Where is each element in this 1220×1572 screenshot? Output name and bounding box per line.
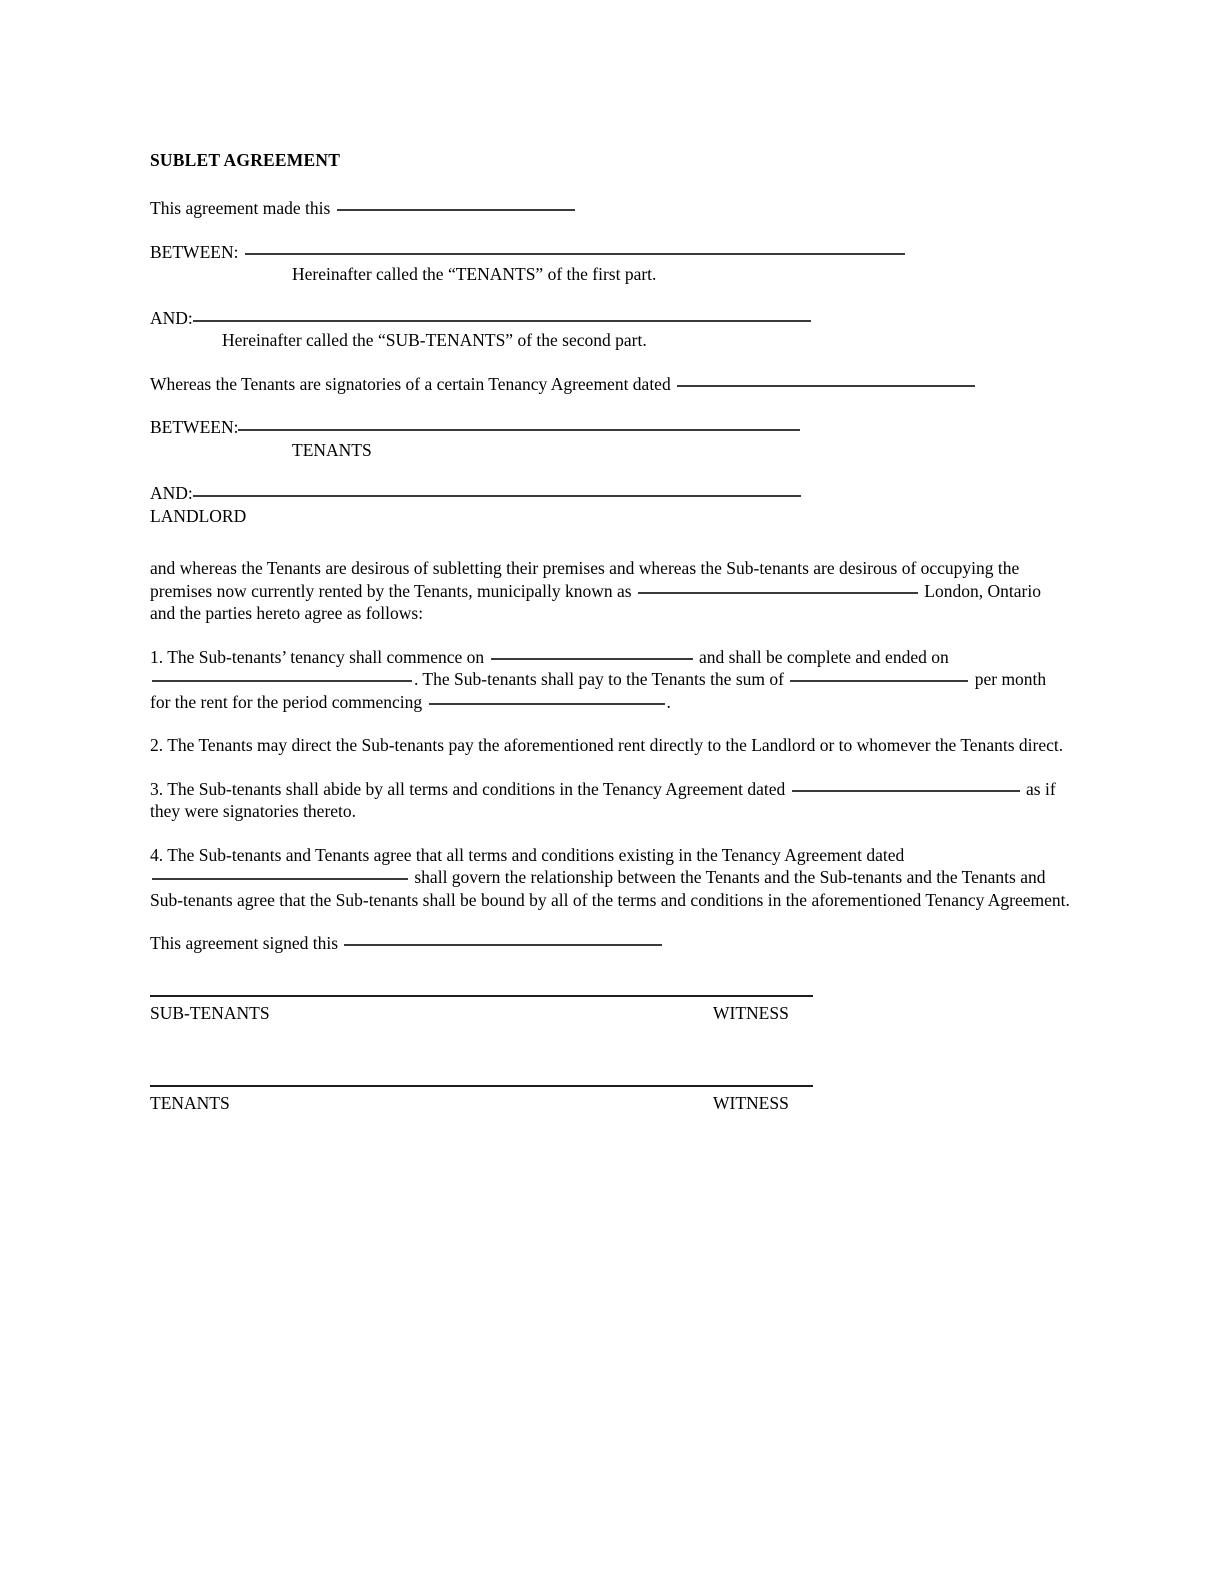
clause-2-number: 2. (150, 735, 164, 755)
clause-3-seg-2: as if they were signatories thereto. (150, 778, 1056, 821)
clause-1-end-blank[interactable] (152, 680, 412, 682)
subtenants-note: Hereinafter called the “SUB-TENANTS” of the second part. (222, 330, 647, 350)
clause-3-number: 3. (150, 778, 164, 799)
clause-3-date-blank[interactable] (792, 790, 1020, 792)
clause-4-date-blank[interactable] (152, 878, 408, 880)
signature-rule-subtenants[interactable] (150, 995, 813, 997)
agreement-made-this-line (150, 197, 1070, 220)
tenancy-between-label: BETWEEN: (150, 417, 239, 437)
and-subtenants-line (150, 307, 1070, 330)
agreement-signed-this-label: This agreement signed this (150, 933, 339, 953)
clause-1-seg-6: . (666, 691, 671, 712)
signature-labels-tenants (150, 1092, 813, 1114)
tenancy-and-line (150, 482, 1070, 505)
signature-labels-subtenants (150, 1002, 813, 1024)
signature-label-witness-1: WITNESS (713, 1002, 789, 1023)
recital-city: London, Ontario (924, 580, 1041, 601)
tenancy-between-line (150, 416, 1070, 439)
signed-date-blank[interactable] (344, 944, 662, 946)
whereas-date-blank[interactable] (677, 385, 975, 387)
clause-1 (150, 646, 1070, 714)
between-tenants-line (150, 241, 1070, 264)
signature-label-tenants: TENANTS (150, 1092, 230, 1113)
clause-1-seg-2: and shall be complete and ended on (698, 646, 949, 667)
clause-4-seg-2: shall govern the relationship between the Tenants and the Sub-tenants and the Tenants and Sub-tenants agree that the Sub-tenants shall be bound by all of the terms and conditions in the aforementioned Tenancy Agreement. (150, 867, 1070, 910)
tenants-note: Hereinafter called the “TENANTS” of the first part. (292, 264, 657, 284)
clause-1-seg-5: month for the rent for the period commencing (150, 669, 1047, 712)
clause-2-text: The Tenants may direct the Sub-tenants pay the aforementioned rent directly to the Landlord or to whomever the Tenants direct. (167, 735, 1064, 755)
page-title: SUBLET AGREEMENT (150, 150, 341, 170)
tenants-caption: TENANTS (292, 439, 372, 460)
and-subtenants-blank[interactable] (193, 320, 811, 322)
clause-1-seg-1: The Sub-tenants’ tenancy shall commence on (167, 646, 485, 667)
document-body (150, 150, 1070, 1114)
signature-label-witness-2: WITNESS (713, 1092, 789, 1113)
agreement-made-this-label: This agreement made this (150, 198, 331, 218)
and-subtenants-label: AND: (150, 307, 193, 328)
between-tenants-label: BETWEEN: (150, 241, 239, 262)
clause-4-seg-1: The Sub-tenants and Tenants agree that all terms and conditions existing in the Tenancy Agreement dated (167, 844, 905, 865)
clause-4 (150, 844, 1070, 912)
recital-line-1: and whereas the Tenants are desirous of subletting their premises and whereas the Sub-tenants are desirous of occupying the (150, 558, 1020, 578)
tenancy-and-blank[interactable] (193, 495, 801, 497)
clause-2 (150, 734, 1070, 757)
clause-1-seg-3: . The Sub-tenants shall pay to the Tenants the sum of (414, 669, 784, 689)
agreement-date-blank[interactable] (337, 209, 575, 211)
clause-3 (150, 778, 1070, 823)
tenancy-and-label: AND: (150, 483, 193, 503)
clause-1-seg-4: per (974, 669, 998, 689)
whereas-line (150, 373, 1070, 396)
landlord-caption: LANDLORD (150, 505, 247, 526)
clause-1-number: 1. (150, 646, 164, 667)
clause-3-seg-1: The Sub-tenants shall abide by all terms and conditions in the Tenancy Agreement dated (167, 778, 786, 799)
signature-label-subtenants: SUB-TENANTS (150, 1002, 270, 1023)
clause-1-sum-blank[interactable] (790, 680, 968, 682)
tenancy-between-blank[interactable] (238, 429, 800, 431)
whereas-text: Whereas the Tenants are signatories of a certain Tenancy Agreement dated (150, 373, 671, 394)
clause-1-commence-blank[interactable] (491, 658, 693, 660)
recital-line-2-before: premises now currently rented by the Tenants, municipally known as (150, 580, 632, 601)
premises-address-blank[interactable] (638, 592, 918, 594)
between-tenants-blank[interactable] (245, 253, 905, 255)
agreement-signed-this-line (150, 932, 1070, 955)
clause-1-period-blank[interactable] (429, 703, 665, 705)
recital-paragraph (150, 557, 1070, 625)
signature-rule-tenants[interactable] (150, 1085, 813, 1087)
recital-line-3: and the parties hereto agree as follows: (150, 603, 424, 623)
clause-4-number: 4. (150, 844, 164, 865)
